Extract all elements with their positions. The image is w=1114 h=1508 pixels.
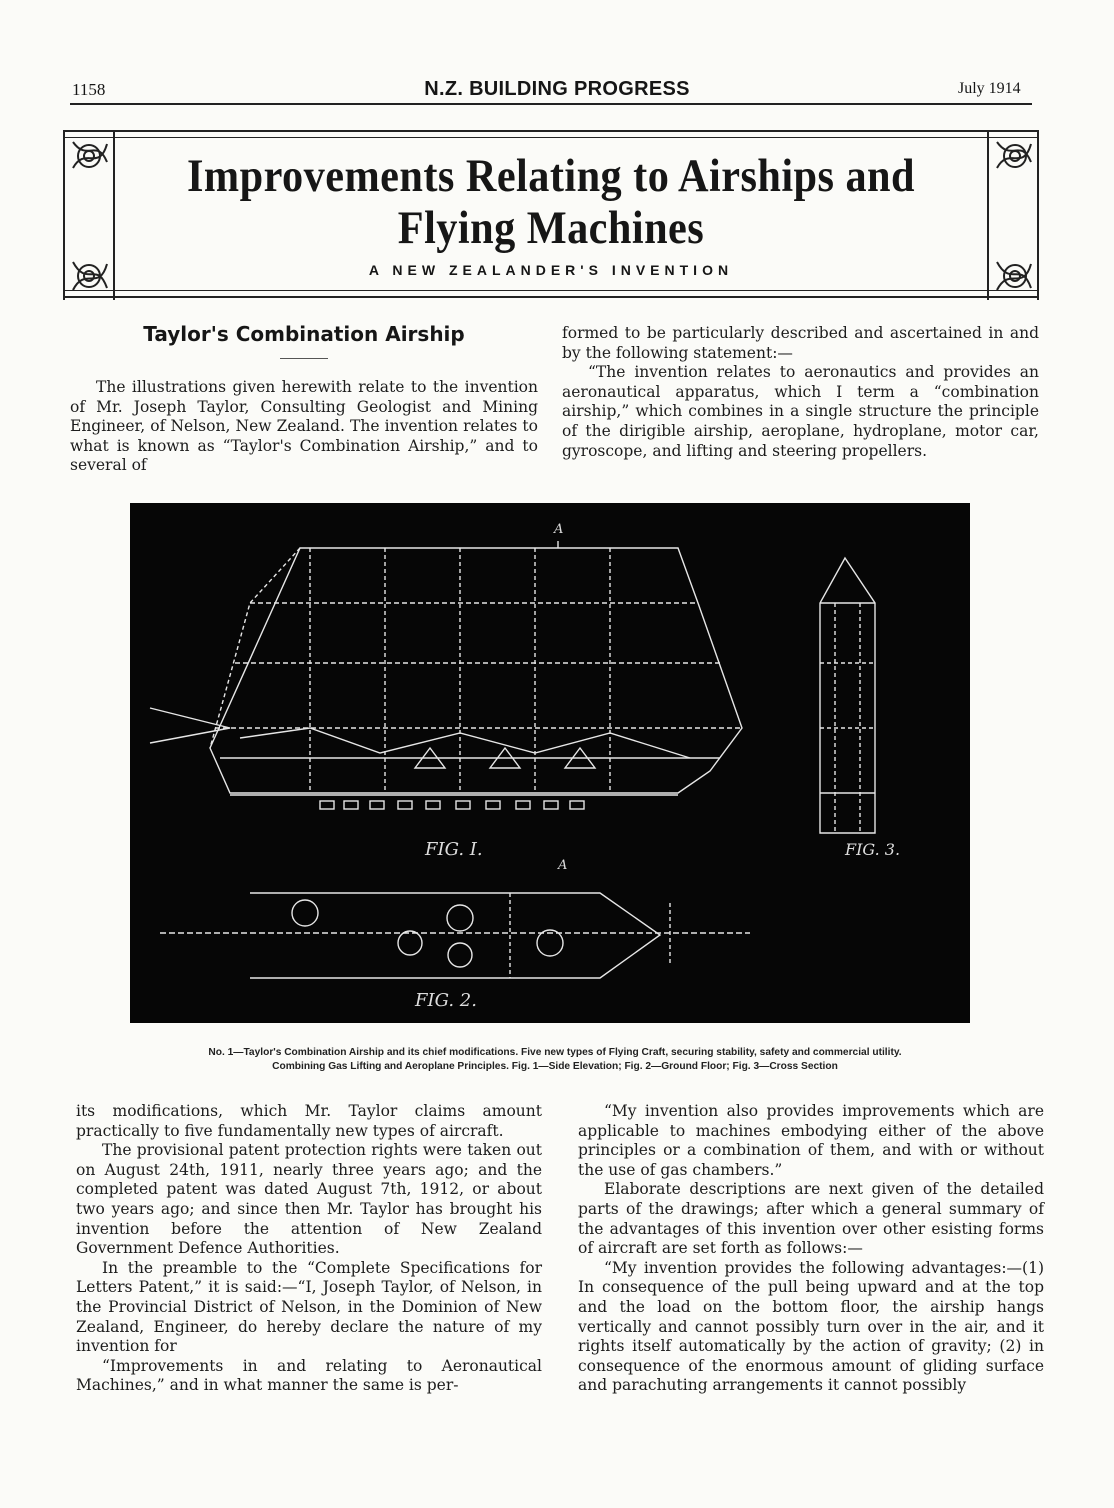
- paragraph: Elaborate descriptions are next given of the detailed parts of the drawings; after which a general summary of the advantages of this invention over other esisting forms of aircraft are set forth as follows:—: [578, 1180, 1044, 1258]
- patent-drawing: [130, 503, 970, 1023]
- celtic-knot-icon: [67, 132, 113, 300]
- article-title-line1: Improvements Relating to Airships and: [187, 150, 915, 202]
- fig2-gyroscope: [447, 905, 473, 931]
- issue-date: July 1914: [958, 80, 1021, 97]
- fig1-label: FIG. I.: [425, 839, 483, 860]
- fig1-hull-outline: [210, 548, 742, 793]
- airship-drawing-image: [130, 503, 970, 1023]
- fig3-section-outline: [820, 558, 875, 833]
- article-subtitle: A NEW ZEALANDER'S INVENTION: [368, 262, 734, 278]
- figure-caption: [70, 1046, 1040, 1074]
- left-column-bottom: [76, 1102, 542, 1396]
- title-banner: [63, 130, 1039, 298]
- fig2-gyroscope: [448, 943, 472, 967]
- section-rule: [280, 358, 328, 359]
- axis-label-mid: A: [558, 858, 568, 873]
- fig1-windows: [320, 801, 584, 809]
- right-ornament: [987, 132, 1039, 300]
- left-column-top: [70, 378, 538, 476]
- fig2-gyroscope: [292, 900, 318, 926]
- right-column-top: [562, 324, 1039, 461]
- fig2-gyroscope: [537, 930, 563, 956]
- fig3-label: FIG. 3.: [845, 840, 901, 859]
- left-ornament: [63, 132, 115, 300]
- paragraph: In the preamble to the “Complete Specifications for Letters Patent,” it is said:—“I, Joseph Taylor, of Nelson, in the Provincial District of Nelson, in the Dominion of New Zealand, Engineer, do hereby declare the nature of my invention for: [76, 1258, 542, 1356]
- paragraph: “My invention also provides improvements which are applicable to machines embodying either of the above principles or a combination of them, and with or without the use of gas chambers.”: [578, 1102, 1044, 1179]
- axis-label-top: A: [554, 522, 564, 537]
- paragraph: The provisional patent protection rights were taken out on August 24th, 1911, nearly three years ago; and the completed patent was dated August 7th, 1912, or about two years ago; and since then Mr. Taylor has brought his invention before the attention of New Zealand Government Defence Authorities.: [76, 1141, 542, 1258]
- paragraph: “The invention relates to aeronautics and provides an aeronautical apparatus, which I term a “combination airship,” which combines in a single structure the principle of the dirigible airship, aeroplane, hydroplane, motor car, gyroscope, and lifting and steering propellers.: [562, 363, 1039, 460]
- fig1-bow-propeller: [150, 708, 230, 743]
- fig2-gyroscope: [398, 931, 422, 955]
- section-heading: Taylor's Combination Airship: [143, 322, 465, 346]
- paragraph: “My invention provides the following advantages:—(1) In consequence of the pull being upward and at the top and the load on the bottom floor, the airship hangs vertically and cannot possibly turn over in the air, and it rights itself automatically by the action of gravity; (2) in consequence of the enormous amount of gliding surface and parachuting arrangements it cannot possibly: [578, 1258, 1044, 1395]
- article-title-line2: Flying Machines: [397, 202, 705, 254]
- fig1-truss-line: [240, 728, 690, 758]
- caption-line1: No. 1—Taylor's Combination Airship and its chief modifications. Five new types of Flying Craft, securing stability, safety and commercial utility.: [208, 1047, 902, 1058]
- paragraph: its modifications, which Mr. Taylor claims amount practically to five fundamentally new types of aircraft.: [76, 1102, 542, 1140]
- right-column-bottom: [578, 1102, 1044, 1396]
- paragraph: The illustrations given herewith relate to the invention of Mr. Joseph Taylor, Consulting Geologist and Mining Engineer, of Nelson, New Zealand. The invention relates to what is known as “Taylor's Combination Airship,” and to several of: [70, 378, 538, 475]
- publication-title: N.Z. BUILDING PROGRESS: [424, 78, 690, 100]
- celtic-knot-icon: [991, 132, 1037, 300]
- fig2-label: FIG. 2.: [415, 990, 477, 1011]
- paragraph: “Improvements in and relating to Aeronautical Machines,” and in what manner the same is per-: [76, 1356, 542, 1395]
- header-rule: [70, 103, 1032, 105]
- paragraph: formed to be particularly described and ascertained in and by the following statement:—: [562, 324, 1039, 362]
- page-number: 1158: [72, 80, 106, 99]
- article-title: [166, 150, 936, 254]
- caption-line2: Combining Gas Lifting and Aeroplane Principles. Fig. 1—Side Elevation; Fig. 2—Ground Floor; Fig. 3—Cross Section: [272, 1061, 838, 1072]
